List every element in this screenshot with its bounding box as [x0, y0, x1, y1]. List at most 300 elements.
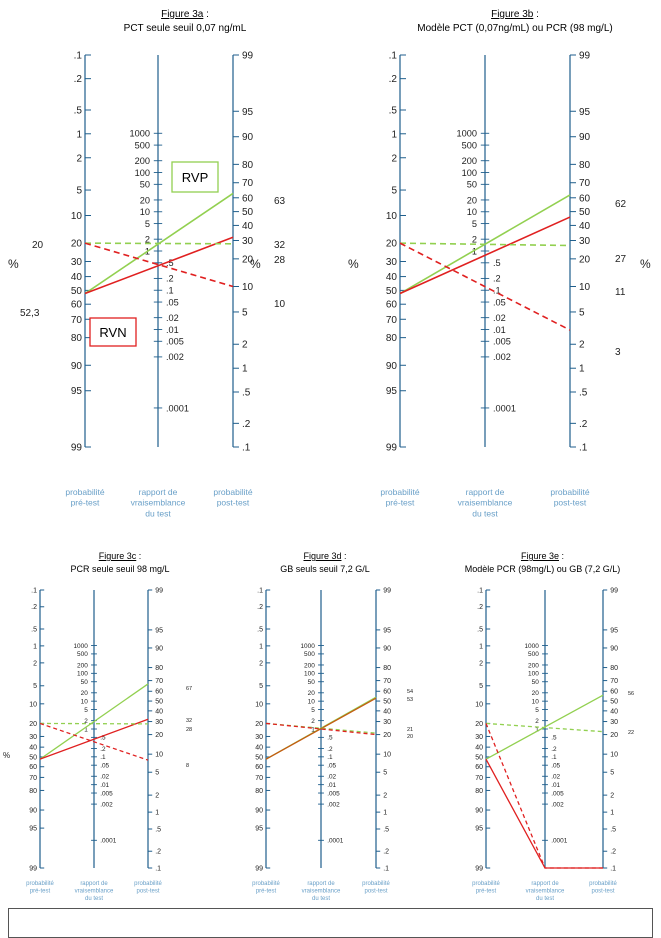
rvp-label: RVP: [182, 170, 209, 185]
pre-test-tick-label: 40: [255, 745, 263, 752]
pre-test-caption: pré-test: [476, 889, 497, 895]
figure-label: Figure 3c: [99, 551, 137, 561]
post-test-tick-label: 2: [155, 793, 159, 800]
post-test-tick-label: .1: [242, 443, 251, 454]
post-test-tick-label: 30: [383, 719, 391, 726]
post-test-tick-label: 50: [155, 699, 163, 706]
post-test-caption: probabilité: [362, 881, 390, 887]
likelihood-ratio-tick-label: .5: [100, 735, 106, 742]
likelihood-ratio-tick-label: 500: [135, 140, 150, 150]
value-annotation: 32: [186, 718, 192, 724]
figure-3a-title: Figure 3a : PCT seule seuil 0,07 ng/mL: [70, 8, 300, 36]
likelihood-ratio-tick-label: .5: [551, 735, 557, 742]
likelihood-ratio-tick-label: 10: [81, 698, 89, 705]
post-test-tick-label: 80: [579, 160, 591, 171]
likelihood-ratio-tick-label: .002: [551, 801, 564, 808]
pre-test-tick-label: .2: [74, 74, 83, 85]
pre-test-tick-label: 80: [71, 333, 83, 344]
value-annotation: 32: [274, 240, 286, 251]
post-test-tick-label: 90: [610, 645, 618, 652]
post-test-tick-label: 60: [579, 193, 591, 204]
pre-test-tick-label: .5: [74, 105, 83, 116]
likelihood-ratio-tick-label: 1: [535, 726, 539, 733]
likelihood-ratio-caption: vraisemblance: [458, 498, 513, 508]
likelihood-ratio-tick-label: .0001: [100, 838, 117, 845]
likelihood-ratio-tick-label: .5: [327, 735, 333, 742]
likelihood-ratio-caption: rapport de: [307, 881, 335, 887]
likelihood-ratio-tick-label: .002: [493, 352, 511, 362]
pre-test-tick-label: 90: [475, 807, 483, 814]
post-test-tick-label: 1: [383, 810, 387, 817]
post-test-tick-label: .1: [610, 865, 616, 872]
figure-3c-title: Figure 3c : PCR seule seuil 98 mg/L: [20, 550, 220, 576]
likelihood-ratio-tick-label: .0001: [551, 838, 568, 845]
post-test-tick-label: 95: [155, 627, 163, 634]
likelihood-ratio-tick-label: 50: [81, 679, 89, 686]
post-test-tick-label: 95: [610, 627, 618, 634]
post-test-tick-label: 95: [383, 627, 391, 634]
post-test-caption: probabilité: [213, 487, 252, 497]
pre-test-tick-label: .2: [477, 604, 483, 611]
post-test-caption: post-test: [136, 889, 159, 895]
likelihood-ratio-tick-label: .02: [551, 774, 560, 781]
post-test-tick-label: .5: [579, 388, 588, 399]
likelihood-ratio-caption: du test: [536, 896, 554, 902]
likelihood-ratio-tick-label: 1: [84, 726, 88, 733]
value-annotation: 20: [32, 240, 44, 251]
pre-test-tick-label: .5: [257, 626, 263, 633]
pre-test-tick-label: 90: [71, 361, 83, 372]
pre-test-tick-label: 1: [33, 643, 37, 650]
likelihood-ratio-tick-label: 20: [308, 690, 316, 697]
figure-subtitle: PCR seule seuil 98 mg/L: [70, 564, 169, 574]
footer-box: [8, 908, 653, 938]
pre-test-tick-label: 95: [29, 826, 37, 833]
post-test-tick-label: 70: [383, 678, 391, 685]
post-test-tick-label: 2: [579, 340, 585, 351]
likelihood-ratio-tick-label: .02: [166, 313, 179, 323]
rvn-label: RVN: [99, 325, 126, 340]
figure-3d-title: Figure 3d : GB seuls seuil 7,2 G/L: [240, 550, 410, 576]
post-test-tick-label: 95: [579, 107, 591, 118]
likelihood-ratio-tick-label: .0001: [166, 403, 189, 413]
pre-test-tick-label: 50: [386, 286, 398, 297]
post-test-tick-label: 60: [242, 193, 254, 204]
post-test-tick-label: 5: [242, 307, 248, 318]
post-test-tick-label: 5: [383, 770, 387, 777]
post-test-tick-label: 2: [383, 793, 387, 800]
figure-subtitle: Modèle PCR (98mg/L) ou GB (7,2 G/L): [465, 564, 621, 574]
pre-test-tick-label: 2: [76, 153, 82, 164]
likelihood-ratio-caption: rapport de: [139, 487, 178, 497]
pre-test-tick-label: 95: [386, 386, 398, 397]
pre-test-tick-label: 1: [479, 643, 483, 650]
value-annotation: 56: [628, 691, 634, 697]
post-test-tick-label: 99: [610, 587, 618, 594]
pre-test-tick-label: 60: [475, 764, 483, 771]
value-annotation: 63: [274, 196, 286, 207]
post-test-tick-label: .2: [579, 419, 588, 430]
pre-test-tick-label: 60: [255, 764, 263, 771]
post-test-tick-label: 40: [579, 221, 591, 232]
likelihood-ratio-tick-label: 2: [84, 718, 88, 725]
pre-test-tick-label: 80: [255, 788, 263, 795]
post-test-tick-label: 20: [610, 732, 618, 739]
post-test-tick-label: 1: [610, 810, 614, 817]
post-test-caption: post-test: [364, 889, 387, 895]
likelihood-ratio-tick-label: .01: [551, 782, 560, 789]
pre-test-tick-label: 1: [76, 129, 82, 140]
post-test-tick-label: 99: [579, 51, 591, 62]
post-test-tick-label: 80: [610, 665, 618, 672]
likelihood-ratio-tick-label: 20: [467, 195, 477, 205]
pre-test-tick-label: 20: [29, 721, 37, 728]
value-annotation: 8: [186, 763, 189, 769]
figure-3b-title: Figure 3b : Modèle PCT (0,07ng/mL) ou PCR (98 mg/L): [380, 8, 650, 36]
pre-test-tick-label: 5: [76, 186, 82, 197]
likelihood-ratio-tick-label: 100: [528, 671, 539, 678]
pre-test-tick-label: 80: [475, 788, 483, 795]
percent-unit-right: %: [250, 257, 261, 271]
pre-test-tick-label: 10: [71, 211, 83, 222]
post-test-tick-label: 10: [242, 282, 254, 293]
likelihood-ratio-tick-label: 2: [535, 718, 539, 725]
likelihood-ratio-tick-label: 20: [532, 690, 540, 697]
post-test-tick-label: .5: [155, 826, 161, 833]
post-test-tick-label: 70: [610, 678, 618, 685]
percent-unit-left: %: [3, 751, 10, 760]
pre-test-tick-label: 70: [386, 315, 398, 326]
likelihood-ratio-tick-label: 20: [81, 690, 89, 697]
pre-test-tick-label: 10: [255, 701, 263, 708]
likelihood-ratio-tick-label: .5: [166, 258, 174, 268]
post-test-tick-label: 95: [242, 107, 254, 118]
value-annotation: 54: [407, 689, 413, 695]
likelihood-ratio-caption: vraisemblance: [131, 498, 186, 508]
post-test-tick-label: 2: [242, 340, 248, 351]
likelihood-ratio-caption: rapport de: [466, 487, 505, 497]
pre-test-tick-label: .1: [477, 587, 483, 594]
likelihood-ratio-tick-label: 1000: [524, 643, 539, 650]
likelihood-ratio-tick-label: .05: [327, 763, 336, 770]
likelihood-ratio-caption: vraisemblance: [75, 889, 114, 895]
pre-test-tick-label: 20: [255, 721, 263, 728]
likelihood-ratio-tick-label: .005: [100, 790, 113, 797]
likelihood-ratio-tick-label: 50: [308, 679, 316, 686]
likelihood-ratio-tick-label: 500: [528, 651, 539, 658]
pre-test-tick-label: 60: [29, 764, 37, 771]
pre-test-tick-label: 5: [259, 683, 263, 690]
percent-unit-right: %: [640, 257, 651, 271]
pre-test-tick-label: 30: [255, 734, 263, 741]
post-test-tick-label: 90: [383, 645, 391, 652]
pre-test-tick-label: 70: [29, 775, 37, 782]
post-test-tick-label: 10: [155, 752, 163, 759]
post-test-tick-label: 90: [242, 132, 254, 143]
likelihood-ratio-tick-label: .2: [166, 274, 174, 284]
pre-test-caption: probabilité: [65, 487, 104, 497]
likelihood-ratio-tick-label: 2: [145, 234, 150, 244]
pre-test-tick-label: 99: [255, 865, 263, 872]
value-annotation: 21: [407, 727, 413, 733]
likelihood-ratio-tick-label: 500: [462, 140, 477, 150]
pre-test-caption: pré-test: [30, 889, 51, 895]
likelihood-ratio-tick-label: 100: [304, 671, 315, 678]
figure-label: Figure 3b: [491, 9, 533, 20]
pre-test-tick-label: 99: [71, 443, 83, 454]
pre-test-tick-label: .1: [31, 587, 37, 594]
post-test-tick-label: 20: [155, 732, 163, 739]
likelihood-ratio-tick-label: 50: [467, 180, 477, 190]
likelihood-ratio-tick-label: 200: [77, 662, 88, 669]
pre-test-tick-label: 80: [386, 333, 398, 344]
post-test-tick-label: 10: [579, 282, 591, 293]
value-annotation: 62: [615, 199, 627, 210]
negative-result-line: [85, 237, 233, 293]
value-annotation: 67: [186, 686, 192, 692]
post-test-tick-label: 2: [610, 793, 614, 800]
likelihood-ratio-tick-label: 1000: [73, 643, 88, 650]
likelihood-ratio-tick-label: 50: [532, 679, 540, 686]
post-test-caption: probabilité: [550, 487, 589, 497]
likelihood-ratio-tick-label: .1: [327, 754, 333, 761]
pre-test-tick-label: 90: [386, 361, 398, 372]
likelihood-ratio-tick-label: .2: [100, 746, 106, 753]
likelihood-ratio-tick-label: 500: [77, 651, 88, 658]
likelihood-ratio-tick-label: .1: [493, 286, 501, 296]
likelihood-ratio-tick-label: .005: [551, 790, 564, 797]
post-test-tick-label: .2: [383, 849, 389, 856]
likelihood-ratio-tick-label: 100: [462, 168, 477, 178]
post-test-tick-label: 99: [155, 587, 163, 594]
likelihood-ratio-tick-label: 50: [140, 180, 150, 190]
pre-test-caption: probabilité: [380, 487, 419, 497]
post-test-tick-label: 1: [242, 364, 248, 375]
pre-test-tick-label: 30: [386, 257, 398, 268]
pre-test-tick-label: 10: [386, 211, 398, 222]
likelihood-ratio-caption: rapport de: [80, 881, 108, 887]
post-test-tick-label: 1: [155, 810, 159, 817]
likelihood-ratio-tick-label: .01: [327, 782, 336, 789]
likelihood-ratio-tick-label: 2: [472, 234, 477, 244]
likelihood-ratio-tick-label: .0001: [493, 403, 516, 413]
likelihood-ratio-caption: rapport de: [531, 881, 559, 887]
likelihood-ratio-tick-label: .05: [551, 763, 560, 770]
post-test-tick-label: 20: [242, 254, 254, 265]
figure-subtitle: PCT seule seuil 0,07 ng/mL: [124, 23, 247, 34]
likelihood-ratio-tick-label: .5: [493, 258, 501, 268]
post-test-tick-label: 5: [155, 770, 159, 777]
post-test-tick-label: 40: [383, 708, 391, 715]
pre-test-tick-label: .1: [257, 587, 263, 594]
value-annotation: 11: [615, 287, 626, 298]
pre-test-tick-label: 2: [259, 660, 263, 667]
pre-test-tick-label: .2: [389, 74, 398, 85]
post-test-tick-label: .5: [610, 826, 616, 833]
post-test-tick-label: 10: [610, 752, 618, 759]
pre-test-tick-label: .2: [257, 604, 263, 611]
pre-test-tick-label: 2: [479, 660, 483, 667]
likelihood-ratio-caption: du test: [312, 896, 330, 902]
pre-test-tick-label: 2: [33, 660, 37, 667]
post-test-tick-label: .1: [579, 443, 588, 454]
likelihood-ratio-tick-label: .01: [493, 325, 506, 335]
likelihood-ratio-tick-label: 1: [145, 246, 150, 256]
likelihood-ratio-tick-label: .01: [100, 782, 109, 789]
likelihood-ratio-tick-label: .002: [327, 801, 340, 808]
likelihood-ratio-caption: vraisemblance: [526, 889, 565, 895]
pre-test-tick-label: .2: [31, 604, 37, 611]
likelihood-ratio-tick-label: 5: [145, 219, 150, 229]
likelihood-ratio-tick-label: .02: [327, 774, 336, 781]
post-test-tick-label: 60: [155, 689, 163, 696]
post-test-tick-label: 50: [579, 207, 591, 218]
pre-test-tick-label: 60: [71, 300, 83, 311]
likelihood-ratio-tick-label: 100: [135, 168, 150, 178]
pre-test-tick-label: 30: [71, 257, 83, 268]
post-test-tick-label: 40: [242, 221, 254, 232]
value-annotation: 27: [615, 254, 627, 265]
post-test-caption: post-test: [591, 889, 614, 895]
likelihood-ratio-tick-label: 20: [140, 195, 150, 205]
pre-test-caption: probabilité: [252, 881, 280, 887]
pre-test-tick-label: 40: [29, 745, 37, 752]
pre-test-tick-label: 50: [29, 754, 37, 761]
likelihood-ratio-caption: vraisemblance: [302, 889, 341, 895]
likelihood-ratio-tick-label: 1: [311, 726, 315, 733]
percent-unit-left: %: [8, 257, 19, 271]
post-test-tick-label: 5: [610, 770, 614, 777]
likelihood-ratio-tick-label: 1: [472, 246, 477, 256]
pre-test-tick-label: 40: [71, 272, 83, 283]
pre-test-tick-label: 1: [391, 129, 397, 140]
pre-test-tick-label: 5: [33, 683, 37, 690]
likelihood-ratio-tick-label: 10: [308, 698, 316, 705]
percent-unit-left: %: [348, 257, 359, 271]
likelihood-ratio-tick-label: .2: [493, 274, 501, 284]
figure-subtitle: Modèle PCT (0,07ng/mL) ou PCR (98 mg/L): [417, 23, 612, 34]
likelihood-ratio-tick-label: 5: [311, 707, 315, 714]
pre-test-tick-label: 95: [71, 386, 83, 397]
pre-test-tick-label: 2: [391, 153, 397, 164]
likelihood-ratio-tick-label: .2: [551, 746, 557, 753]
likelihood-ratio-tick-label: 10: [467, 207, 477, 217]
value-annotation: 3: [615, 347, 621, 358]
positive-result-line: [85, 243, 233, 244]
pre-test-tick-label: .5: [389, 105, 398, 116]
likelihood-ratio-tick-label: 5: [535, 707, 539, 714]
figure-subtitle: GB seuls seuil 7,2 G/L: [280, 564, 370, 574]
value-annotation: 10: [274, 299, 286, 310]
likelihood-ratio-tick-label: .05: [100, 763, 109, 770]
post-test-caption: probabilité: [134, 881, 162, 887]
likelihood-ratio-tick-label: .002: [100, 801, 113, 808]
pre-test-tick-label: 40: [475, 745, 483, 752]
likelihood-ratio-tick-label: 200: [304, 662, 315, 669]
figure-label: Figure 3a: [161, 9, 203, 20]
pre-test-tick-label: 10: [29, 701, 37, 708]
pre-test-tick-label: 70: [255, 775, 263, 782]
likelihood-ratio-tick-label: .002: [166, 352, 184, 362]
post-test-tick-label: .2: [155, 849, 161, 856]
value-annotation: 22: [628, 730, 634, 736]
figure-label: Figure 3d: [303, 551, 341, 561]
likelihood-ratio-tick-label: 2: [311, 718, 315, 725]
post-test-tick-label: .5: [242, 388, 251, 399]
figure-label: Figure 3e: [521, 551, 559, 561]
likelihood-ratio-tick-label: 1000: [130, 129, 150, 139]
post-test-caption: post-test: [217, 498, 250, 508]
pre-test-tick-label: 20: [71, 239, 83, 250]
post-test-tick-label: 80: [242, 160, 254, 171]
likelihood-ratio-tick-label: .005: [327, 790, 340, 797]
post-test-tick-label: 20: [383, 732, 391, 739]
pre-test-tick-label: 90: [29, 807, 37, 814]
post-test-tick-label: 50: [383, 699, 391, 706]
likelihood-ratio-tick-label: .01: [166, 325, 179, 335]
post-test-tick-label: 40: [155, 708, 163, 715]
pre-test-tick-label: 99: [29, 865, 37, 872]
pre-test-tick-label: .5: [31, 626, 37, 633]
post-test-tick-label: 60: [383, 689, 391, 696]
likelihood-ratio-tick-label: 1000: [300, 643, 315, 650]
likelihood-ratio-tick-label: .005: [493, 337, 511, 347]
pre-test-tick-label: 50: [255, 754, 263, 761]
likelihood-ratio-tick-label: 200: [528, 662, 539, 669]
pre-test-tick-label: 30: [29, 734, 37, 741]
post-test-tick-label: 90: [155, 645, 163, 652]
post-test-tick-label: 50: [242, 207, 254, 218]
post-test-tick-label: 90: [579, 132, 591, 143]
value-annotation: 28: [186, 727, 192, 733]
pre-test-tick-label: 1: [259, 643, 263, 650]
post-test-tick-label: 20: [579, 254, 591, 265]
pre-test-tick-label: .5: [477, 626, 483, 633]
pre-test-tick-label: 95: [475, 826, 483, 833]
post-test-tick-label: 40: [610, 708, 618, 715]
pre-test-tick-label: .1: [74, 51, 83, 62]
pre-test-caption: pré-test: [71, 498, 100, 508]
pre-test-tick-label: 99: [386, 443, 398, 454]
post-test-tick-label: 30: [155, 719, 163, 726]
pre-test-tick-label: 5: [479, 683, 483, 690]
pre-test-tick-label: 70: [475, 775, 483, 782]
likelihood-ratio-caption: du test: [145, 508, 171, 518]
value-annotation: 20: [407, 734, 413, 740]
post-test-tick-label: 70: [579, 178, 591, 189]
likelihood-ratio-tick-label: 500: [304, 651, 315, 658]
pre-test-tick-label: 60: [386, 300, 398, 311]
value-annotation: 52,3: [20, 308, 40, 319]
post-test-tick-label: 30: [579, 236, 591, 247]
post-test-tick-label: 80: [383, 665, 391, 672]
pre-test-tick-label: 80: [29, 788, 37, 795]
pre-test-caption: probabilité: [472, 881, 500, 887]
pre-test-caption: probabilité: [26, 881, 54, 887]
likelihood-ratio-tick-label: .02: [493, 313, 506, 323]
post-test-tick-label: 30: [242, 236, 254, 247]
likelihood-ratio-tick-label: 200: [135, 156, 150, 166]
pre-test-tick-label: 40: [386, 272, 398, 283]
likelihood-ratio-tick-label: .0001: [327, 838, 344, 845]
pre-test-tick-label: 20: [386, 239, 398, 250]
post-test-tick-label: 5: [579, 307, 585, 318]
post-test-tick-label: 70: [242, 178, 254, 189]
post-test-tick-label: .1: [155, 865, 161, 872]
pre-test-tick-label: 50: [71, 286, 83, 297]
pre-test-tick-label: 70: [71, 315, 83, 326]
likelihood-ratio-tick-label: .05: [493, 297, 506, 307]
